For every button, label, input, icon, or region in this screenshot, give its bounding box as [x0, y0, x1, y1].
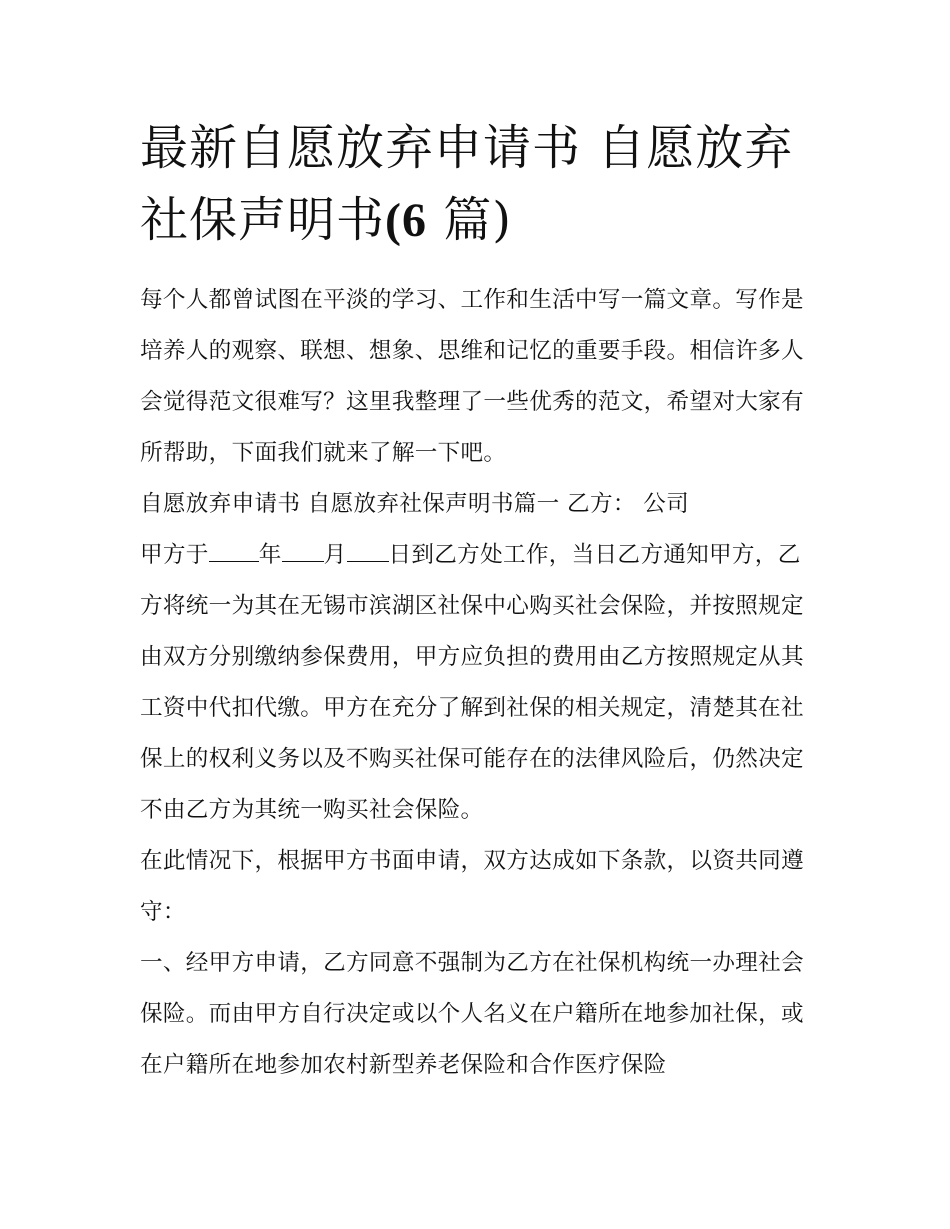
clause-1: 一、经甲方申请，乙方同意不强制为乙方在社保机构统一办理社会保险。而由甲方自行决定或以个人名义在户籍所在地参加社保，或在户籍所在地参加农村新型养老保险和合作医疗保险 [140, 950, 804, 1078]
year-blank [209, 539, 259, 562]
year-label: 年 [258, 542, 282, 568]
title-count: (6 [385, 194, 427, 247]
document-title [140, 112, 816, 257]
month-blank [282, 539, 324, 562]
document-body [140, 112, 816, 1091]
agreement-paragraph-2: 在此情况下，根据甲方书面申请，双方达成如下条款，以资共同遵守： [140, 848, 804, 925]
day-blank [347, 539, 389, 562]
month-label: 月 [323, 542, 347, 568]
agreement-paragraph-1 [140, 530, 816, 836]
paragraph-1-text: 日到乙方处工作，当日乙方通知甲方，乙方将统一为其在无锡市滨湖区社保中心购买社会保险，并按照规定由双方分别缴纳参保费用，甲方应负担的费用由乙方按照规定从其工资中代扣代缴。甲方在充分了解到社保的相关规定，清楚其在社保上的权利义务以及不购买社保可能存在的法律风险后，仍然决定不由乙方为其统一购买社会保险。 [140, 542, 804, 823]
section-heading: 自愿放弃申请书 自愿放弃社保声明书篇一 乙方： 公司 [140, 491, 690, 517]
intro-paragraph: 每个人都曾试图在平淡的学习、工作和生活中写一篇文章。写作是培养人的观察、联想、想象、思维和记忆的重要手段。相信许多人会觉得范文很难写？这里我整理了一些优秀的范文，希望对大家有所帮助，下面我们就来了解一下吧。 [140, 287, 804, 466]
title-text: 最新自愿放弃申请书 自愿放弃社保声明书 [140, 120, 794, 248]
title-suffix: 篇) [427, 192, 512, 248]
date-prefix: 甲方于 [140, 542, 209, 568]
